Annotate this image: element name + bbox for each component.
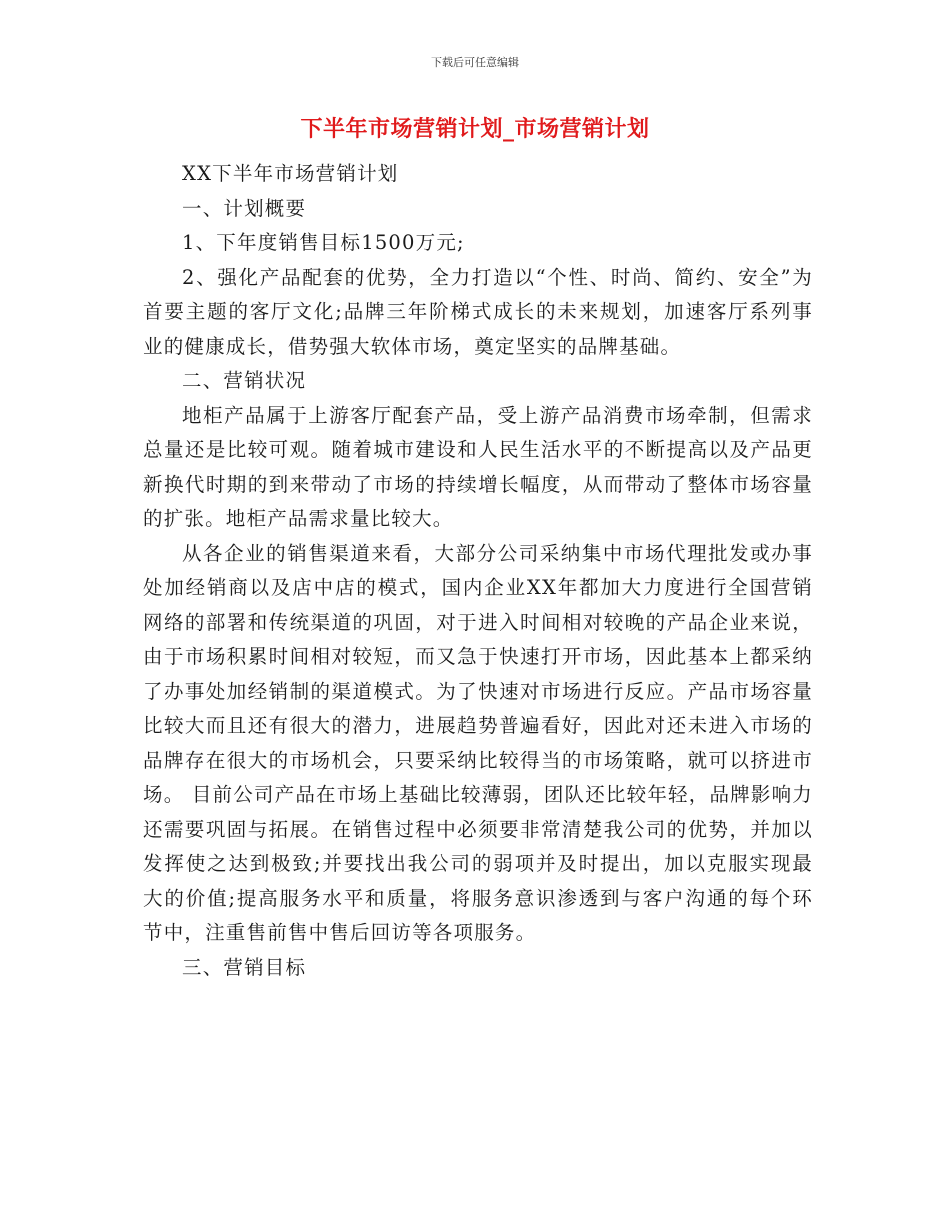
header-note: 下载后可任意编辑 bbox=[431, 56, 519, 69]
paragraph-market-demand: 地柜产品属于上游客厅配套产品，受上游产品消费市场牵制，但需求总量还是比较可观。随着城市建设和人民生活水平的不断提高以及产品更新换代时期的到来带动了市场的持续增长幅度，从而带动了整体市场容量的扩张。地柜产品需求量比较大。 bbox=[143, 403, 813, 530]
paragraph-section-1: 一、计划概要 bbox=[182, 196, 307, 220]
paragraph-plan-heading: XX下半年市场营销计划 bbox=[182, 162, 399, 185]
paragraph-section-2: 二、营销状况 bbox=[182, 369, 307, 392]
paragraph-product-advantage: 2、强化产品配套的优势，全力打造以“个性、时尚、简约、安全”为首要主题的客厅文化;品牌三年阶梯式成长的未来规划，加速客厅系列事业的健康成长，借势强大软体市场，奠定坚实的品牌基础。 bbox=[143, 265, 813, 358]
paragraph-section-3: 三、营销目标 bbox=[182, 955, 307, 979]
paragraph-sales-channels: 从各企业的销售渠道来看，大部分公司采纳集中市场代理批发或办事处加经销商以及店中店的模式，国内企业XX年都加大力度进行全国营销网络的部署和传统渠道的巩固，对于进入时间相对较晚的产品企业来说，由于市场积累时间相对较短，而又急于快速打开市场，因此基本上都采纳了办事处加经销制的渠道模式。为了快速对市场进行反应。产品市场容量比较大而且还有很大的潜力，进展趋势普遍看好，因此对还未进入市场的品牌存在很大的市场机会，只要采纳比较得当的市场策略，就可以挤进市场。 目前公司产品在市场上基础比较薄弱，团队还比较年轻，品牌影响力还需要巩固与拓展。在销售过程中必须要非常清楚我公司的优势，并加以发挥使之达到极致;并要找出我公司的弱项并及时提出，加以克服实现最大的价值;提高服务水平和质量，将服务意识渗透到与客户沟通的每个环节中，注重售前售中售后回访等各项服务。 bbox=[143, 541, 813, 944]
document-title: 下半年市场营销计划_市场营销计划 bbox=[300, 117, 650, 142]
document-body bbox=[143, 157, 813, 985]
paragraph-sales-target: 1、下年度销售目标1500万元; bbox=[182, 231, 465, 254]
